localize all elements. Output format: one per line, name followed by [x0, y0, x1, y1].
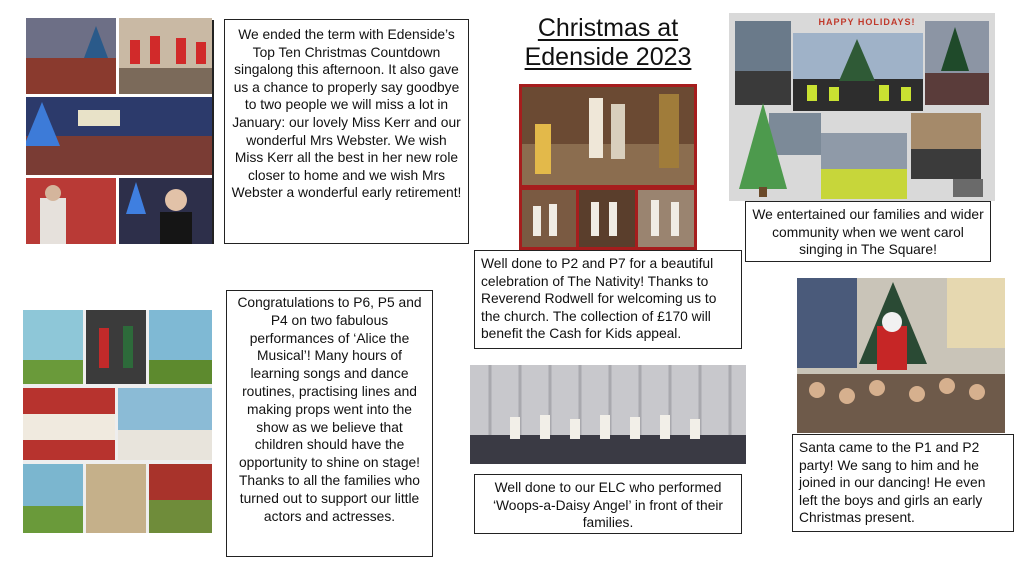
elc-stage-photo — [470, 365, 746, 464]
santa-party-photo — [797, 278, 1005, 433]
title-line-2: Edenside 2023 — [524, 43, 692, 71]
alice-musical-collage — [23, 310, 212, 533]
caption-countdown-text: We ended the term with Edenside’s Top Ten Christmas Countdown singalong this afternoon. It also gave us a chance to properly say goodbye to two people we will miss a lot in January: our lovely Miss Kerr and our wonderful Mrs Webster. We wish Miss Kerr all the best in her new role closer to home and we wish Mrs Webster a wonderful early retirement! — [231, 27, 462, 201]
caption-santa-text: Santa came to the P1 and P2 party! We sang to him and he joined in our dancing! He even left the boys and girls an early Christmas present. — [799, 440, 986, 526]
caption-santa — [792, 434, 1014, 532]
divider-line — [212, 20, 214, 244]
caption-carols — [745, 201, 991, 262]
page-title — [520, 14, 696, 72]
caption-alice-text: Congratulations to P6, P5 and P4 on two fabulous performances of ‘Alice the Musical’! Many hours of learning songs and dance routines, practising lines and making props went into the show as we believe that children should have the opportunity to shine on stage! Thanks to all the families who turned out to support our little actors and actresses. — [237, 295, 422, 524]
carol-singing-collage — [729, 13, 995, 201]
title-line-1: Christmas at — [537, 14, 679, 42]
caption-elc-text: Well done to our ELC who performed ‘Woops-a-Daisy Angel’ in front of their families. — [492, 480, 724, 531]
caption-carols-text: We entertained our families and wider community when we went carol singing in The Square! — [752, 207, 984, 258]
caption-nativity — [474, 250, 742, 349]
caption-countdown — [224, 19, 469, 244]
happy-holidays-banner: HAPPY HOLIDAYS! — [818, 17, 916, 27]
nativity-collage — [519, 84, 697, 250]
caption-alice — [226, 290, 433, 557]
caption-elc — [474, 474, 742, 534]
singalong-collage — [26, 18, 212, 244]
caption-nativity-text: Well done to P2 and P7 for a beautiful celebration of The Nativity! Thanks to Reverend Rodwell for welcoming us to the church. The collection of £170 will benefit the Cash for Kids appeal. — [481, 256, 717, 342]
